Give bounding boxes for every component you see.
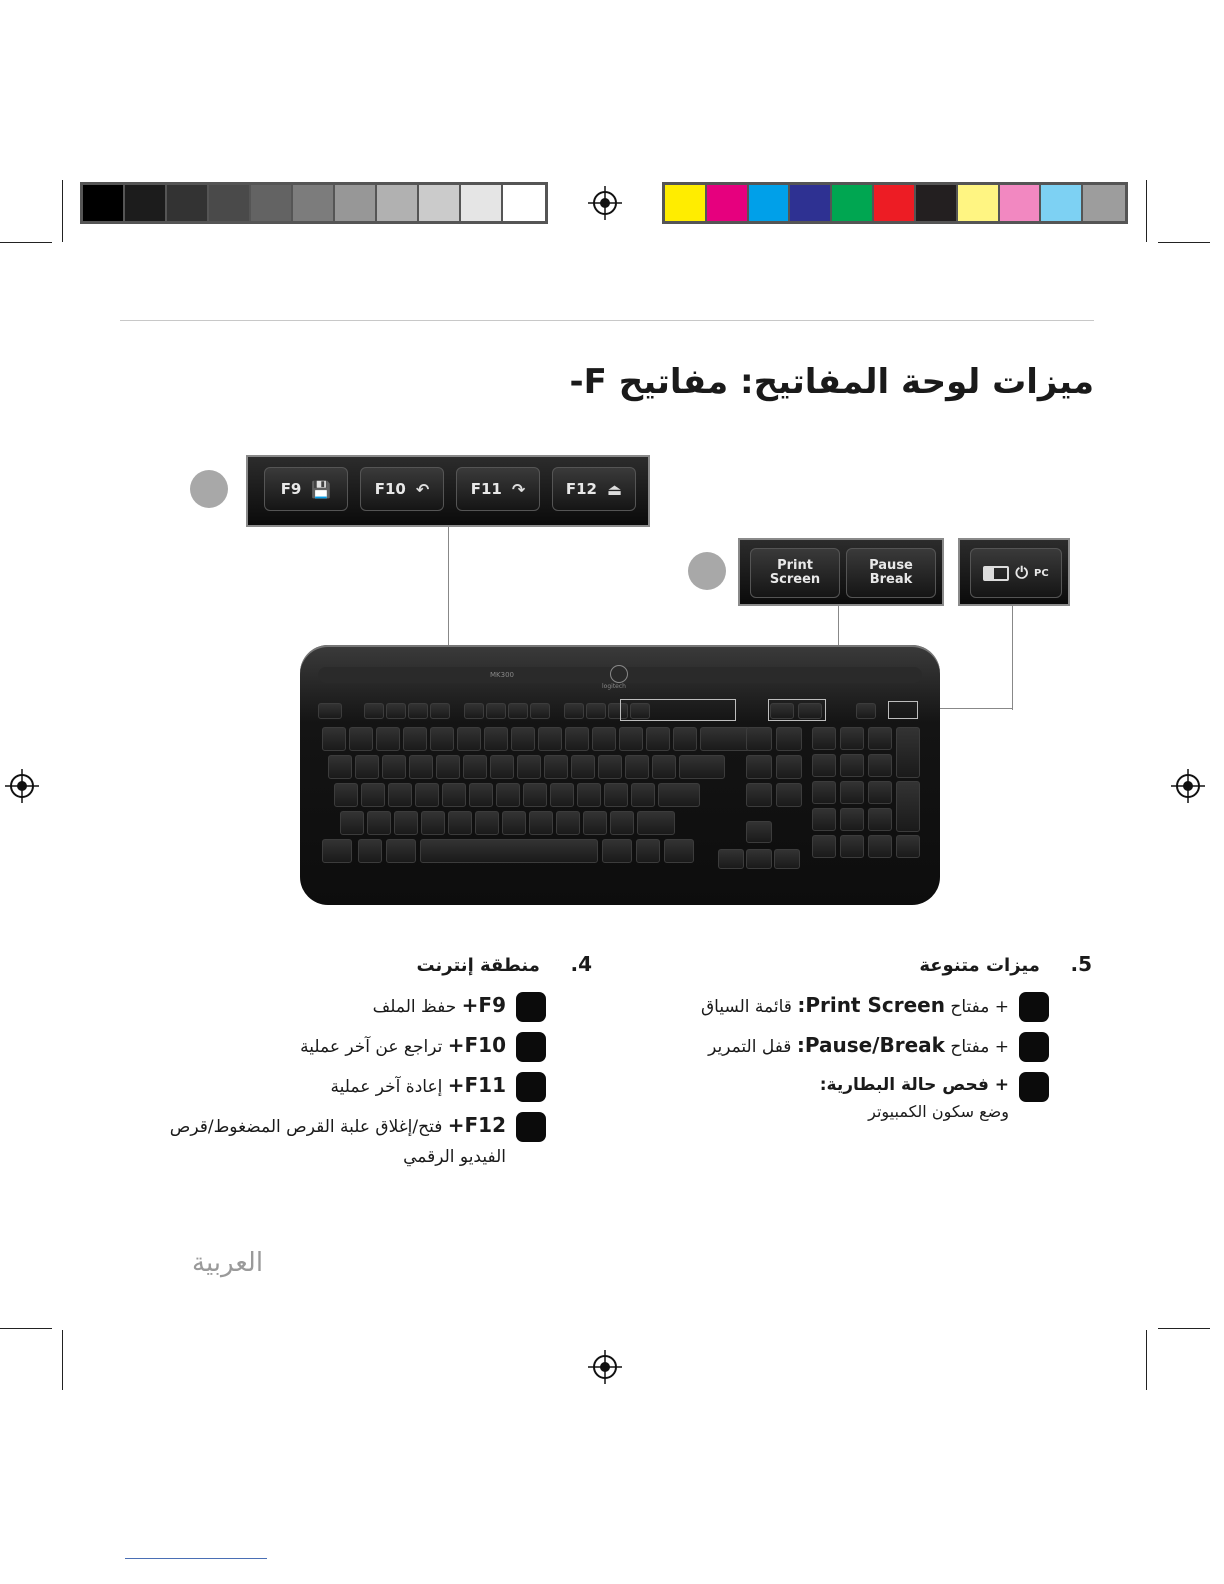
misc-keys-callout-panel	[738, 538, 944, 606]
callout-marker-4	[190, 470, 228, 508]
keyboard-key	[403, 727, 427, 751]
gray-calibration-strip	[80, 182, 548, 224]
eject-icon: ⏏	[607, 479, 623, 499]
keyboard-key	[868, 808, 892, 831]
keyboard-key	[556, 811, 580, 835]
keyboard-key	[700, 727, 750, 751]
keyboard-key	[774, 849, 800, 869]
keyboard-key	[868, 781, 892, 804]
fkey-highlight-box	[620, 699, 736, 721]
registration-mark-icon	[1171, 769, 1205, 803]
keyboard-key	[415, 783, 439, 807]
battery-icon	[983, 566, 1009, 581]
keyboard-key	[746, 755, 772, 779]
keyboard-key	[571, 755, 595, 779]
keyboard-key	[812, 727, 836, 750]
keyboard-key	[625, 755, 649, 779]
keyboard-key	[496, 783, 520, 807]
keyboard-key	[868, 754, 892, 777]
crop-mark	[62, 1330, 63, 1390]
footer-language-label: العربية	[192, 1248, 264, 1278]
color-swatch	[1041, 185, 1083, 221]
keyboard-key	[812, 808, 836, 831]
crop-mark	[0, 1328, 52, 1329]
keyboard-key	[776, 783, 802, 807]
keyboard-key	[328, 755, 352, 779]
keyboard-key	[364, 703, 384, 719]
crop-mark	[1158, 242, 1210, 243]
color-swatch	[958, 185, 1000, 221]
color-swatch	[790, 185, 832, 221]
keyboard-key	[679, 755, 725, 779]
print-screen-key: Print Screen	[750, 548, 840, 598]
keyboard-key	[442, 783, 466, 807]
keyboard-key	[430, 727, 454, 751]
crop-mark	[62, 180, 63, 242]
registration-mark-icon	[5, 769, 39, 803]
internet-item-f10: F10+ تراجع عن آخر عملية	[300, 1030, 546, 1062]
f9-key: F9 💾	[264, 467, 348, 511]
battery-check-key: ⏻ PC	[970, 548, 1062, 598]
keyboard-key	[484, 727, 508, 751]
section-4-heading: 4. منطقة إنترنت	[416, 952, 592, 976]
battery-key-highlight-box	[888, 701, 918, 719]
keyboard-key	[619, 727, 643, 751]
keyboard-key	[530, 703, 550, 719]
power-icon: ⏻	[1015, 563, 1028, 582]
color-swatch	[167, 185, 209, 221]
color-swatch	[419, 185, 461, 221]
internet-item-f11: F11+ إعادة آخر عملية	[331, 1070, 546, 1102]
keyboard-key	[868, 835, 892, 858]
callout-marker-5	[688, 552, 726, 590]
keyboard-key	[394, 811, 418, 835]
color-calibration-strip	[662, 182, 1128, 224]
keyboard-key	[486, 703, 506, 719]
keyboard-key	[318, 703, 342, 719]
keyboard-illustration	[300, 645, 940, 905]
keyboard-key	[322, 727, 346, 751]
keyboard-key	[564, 703, 584, 719]
keyboard-key	[664, 839, 694, 863]
crop-mark	[1146, 180, 1147, 242]
misc-item-pause-break: + مفتاح Pause/Break: قفل التمرير	[708, 1030, 1049, 1062]
color-swatch	[1083, 185, 1125, 221]
keyboard-key	[583, 811, 607, 835]
registration-mark-icon	[588, 186, 622, 220]
keyboard-key	[856, 703, 876, 719]
crop-mark	[1146, 1330, 1147, 1390]
redo-arrow-icon: ↷	[511, 479, 526, 499]
keyboard-key	[463, 755, 487, 779]
keyboard-key	[544, 755, 568, 779]
keyboard-key	[840, 808, 864, 831]
keyboard-key	[448, 811, 472, 835]
keyboard-key	[598, 755, 622, 779]
keyboard-key	[421, 811, 445, 835]
internet-item-f9: F9+ حفظ الملف	[373, 990, 546, 1022]
keyboard-key	[408, 703, 428, 719]
logitech-logo-icon	[610, 665, 628, 683]
item-badge	[1019, 1032, 1049, 1062]
item-badge	[1019, 992, 1049, 1022]
keyboard-key	[475, 811, 499, 835]
item-badge	[516, 1072, 546, 1102]
keyboard-key	[334, 783, 358, 807]
keyboard-key	[340, 811, 364, 835]
keyboard-key	[812, 781, 836, 804]
color-swatch	[916, 185, 958, 221]
keyboard-key	[490, 755, 514, 779]
keyboard-key	[322, 839, 352, 863]
pause-break-key: Pause Break	[846, 548, 936, 598]
keyboard-key	[565, 727, 589, 751]
keyboard-key	[367, 811, 391, 835]
keyboard-key	[508, 703, 528, 719]
keyboard-key	[586, 703, 606, 719]
f11-key: F11 ↷	[456, 467, 540, 511]
color-swatch	[251, 185, 293, 221]
color-swatch	[377, 185, 419, 221]
color-swatch	[209, 185, 251, 221]
keyboard-key	[604, 783, 628, 807]
f12-key: F12 ⏏	[552, 467, 636, 511]
color-swatch	[335, 185, 377, 221]
keyboard-key	[436, 755, 460, 779]
keyboard-key	[382, 755, 406, 779]
misc-item-print-screen: + مفتاح Print Screen: قائمة السياق	[701, 990, 1049, 1022]
color-swatch	[293, 185, 335, 221]
keyboard-key	[812, 754, 836, 777]
item-badge	[516, 1032, 546, 1062]
keyboard-key	[388, 783, 412, 807]
undo-arrow-icon: ↶	[415, 479, 430, 499]
keyboard-key	[592, 727, 616, 751]
keyboard-key	[376, 727, 400, 751]
color-swatch	[461, 185, 503, 221]
keyboard-key	[896, 727, 920, 778]
header-rule	[120, 320, 1094, 321]
item-badge	[516, 1112, 546, 1142]
keyboard-key	[464, 703, 484, 719]
page-title: ميزات لوحة المفاتيح: مفاتيح F-	[569, 362, 1094, 402]
keyboard-key	[776, 727, 802, 751]
color-swatch	[749, 185, 791, 221]
keyboard-key	[746, 821, 772, 843]
keyboard-brand: logitech	[602, 683, 626, 690]
color-swatch	[1000, 185, 1042, 221]
keyboard-key	[610, 811, 634, 835]
leader-line	[1012, 606, 1013, 710]
keyboard-key	[840, 835, 864, 858]
keyboard-key	[636, 839, 660, 863]
color-swatch	[874, 185, 916, 221]
keyboard-key	[840, 754, 864, 777]
keyboard-key	[386, 839, 416, 863]
keyboard-key	[538, 727, 562, 751]
keyboard-key	[602, 839, 632, 863]
bottom-rule	[125, 1558, 267, 1559]
crop-mark	[1158, 1328, 1210, 1329]
keyboard-key	[349, 727, 373, 751]
keyboard-key	[517, 755, 541, 779]
misc-key-highlight-box	[768, 699, 826, 721]
keyboard-key	[355, 755, 379, 779]
keyboard-key	[868, 727, 892, 750]
color-swatch	[707, 185, 749, 221]
keyboard-key	[776, 755, 802, 779]
section-5-heading: 5. ميزات متنوعة	[919, 952, 1092, 976]
color-swatch	[83, 185, 125, 221]
keyboard-key	[420, 839, 598, 863]
color-swatch	[503, 185, 545, 221]
color-swatch	[125, 185, 167, 221]
f10-key: F10 ↶	[360, 467, 444, 511]
item-badge	[516, 992, 546, 1022]
keyboard-key	[502, 811, 526, 835]
keyboard-key	[746, 849, 772, 869]
keyboard-key	[550, 783, 574, 807]
keyboard-key	[361, 783, 385, 807]
keyboard-key	[523, 783, 547, 807]
keyboard-key	[511, 727, 535, 751]
crop-mark	[0, 242, 52, 243]
item-badge	[1019, 1072, 1049, 1102]
keyboard-key	[430, 703, 450, 719]
fkeys-callout-panel	[246, 455, 650, 527]
color-swatch	[832, 185, 874, 221]
keyboard-key	[646, 727, 670, 751]
keyboard-key	[840, 781, 864, 804]
keyboard-key	[637, 811, 675, 835]
keyboard-key	[358, 839, 382, 863]
keyboard-key	[718, 849, 744, 869]
keyboard-key	[746, 783, 772, 807]
keyboard-key	[457, 727, 481, 751]
keyboard-model: MK300	[490, 671, 514, 679]
registration-mark-icon	[588, 1350, 622, 1384]
keyboard-key	[812, 835, 836, 858]
keyboard-key	[673, 727, 697, 751]
keyboard-key	[658, 783, 700, 807]
keyboard-key	[840, 727, 864, 750]
floppy-disk-icon: 💾	[311, 479, 332, 499]
keyboard-key	[631, 783, 655, 807]
keyboard-key	[746, 727, 772, 751]
keyboard-key	[386, 703, 406, 719]
keyboard-key	[469, 783, 493, 807]
keyboard-key	[896, 781, 920, 832]
keyboard-key	[577, 783, 601, 807]
keyboard-key	[529, 811, 553, 835]
internet-item-f12: F12+ فتح/إغلاق علبة القرص المضغوط/قرص الفيديو الرقمي	[146, 1110, 546, 1172]
color-swatch	[665, 185, 707, 221]
misc-item-battery: + فحص حالة البطارية: وضع سكون الكمبيوتر	[820, 1070, 1049, 1124]
keyboard-key	[409, 755, 433, 779]
battery-key-callout-panel	[958, 538, 1070, 606]
keyboard-key	[652, 755, 676, 779]
keyboard-key	[896, 835, 920, 858]
